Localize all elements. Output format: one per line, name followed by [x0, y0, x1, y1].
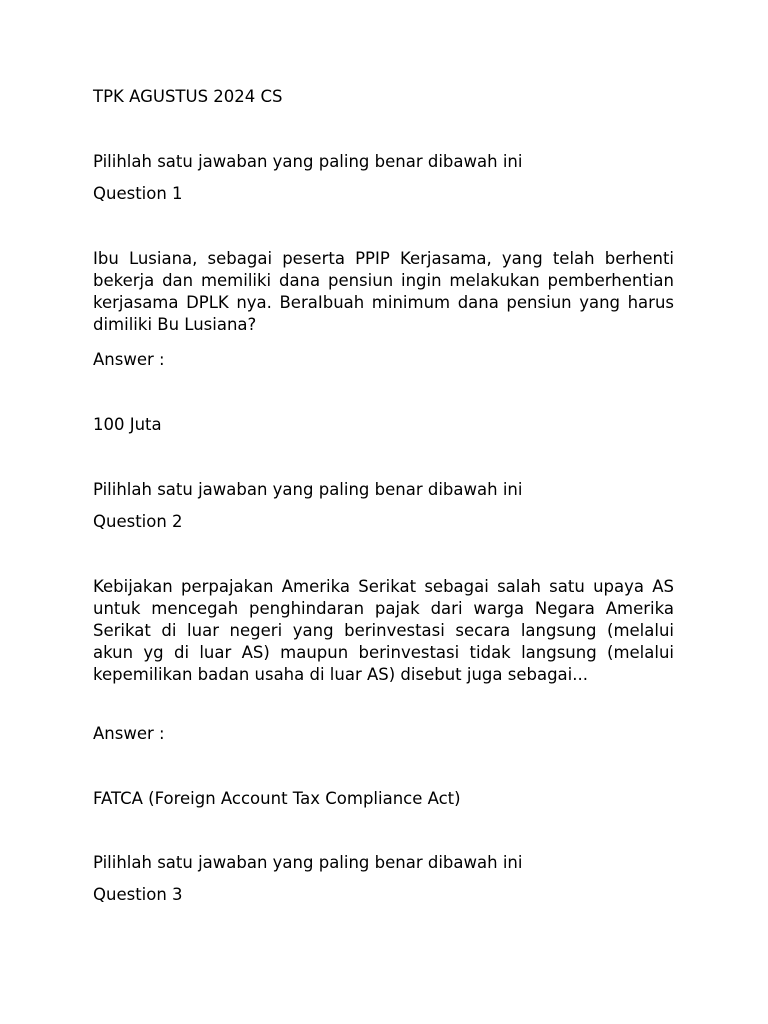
- question-instruction: Pilihlah satu jawaban yang paling benar dibawah ini: [93, 853, 523, 872]
- question-text: Kebijakan perpajakan Amerika Serikat sebagai salah satu upaya AS untuk mencegah penghindaran pajak dari warga Negara Amerika Serikat di luar negeri yang berinvestasi secara langsung (melalui akun yg di luar AS) maupun berinvestasi tidak langsung (melalui kepemilikan badan usaha di luar AS) disebut juga sebagai...: [93, 577, 674, 684]
- answer-label: Answer :: [93, 724, 165, 743]
- question-text: Ibu Lusiana, sebagai peserta PPIP Kerjasama, yang telah berhenti bekerja dan memiliki dana pensiun ingin melakukan pemberhentian kerjasama DPLK nya. BeraIbuah minimum dana pensiun yang harus dimiliki Bu Lusiana?: [93, 249, 674, 334]
- answer-label: Answer :: [93, 350, 165, 369]
- question-label: Question 1: [93, 184, 183, 203]
- document-title: TPK AGUSTUS 2024 CS: [93, 87, 283, 106]
- question-instruction: Pilihlah satu jawaban yang paling benar dibawah ini: [93, 152, 523, 171]
- question-label: Question 2: [93, 512, 183, 531]
- answer-value: 100 Juta: [93, 415, 162, 434]
- question-instruction: Pilihlah satu jawaban yang paling benar dibawah ini: [93, 480, 523, 499]
- answer-value: FATCA (Foreign Account Tax Compliance Act): [93, 789, 461, 808]
- question-label: Question 3: [93, 885, 183, 904]
